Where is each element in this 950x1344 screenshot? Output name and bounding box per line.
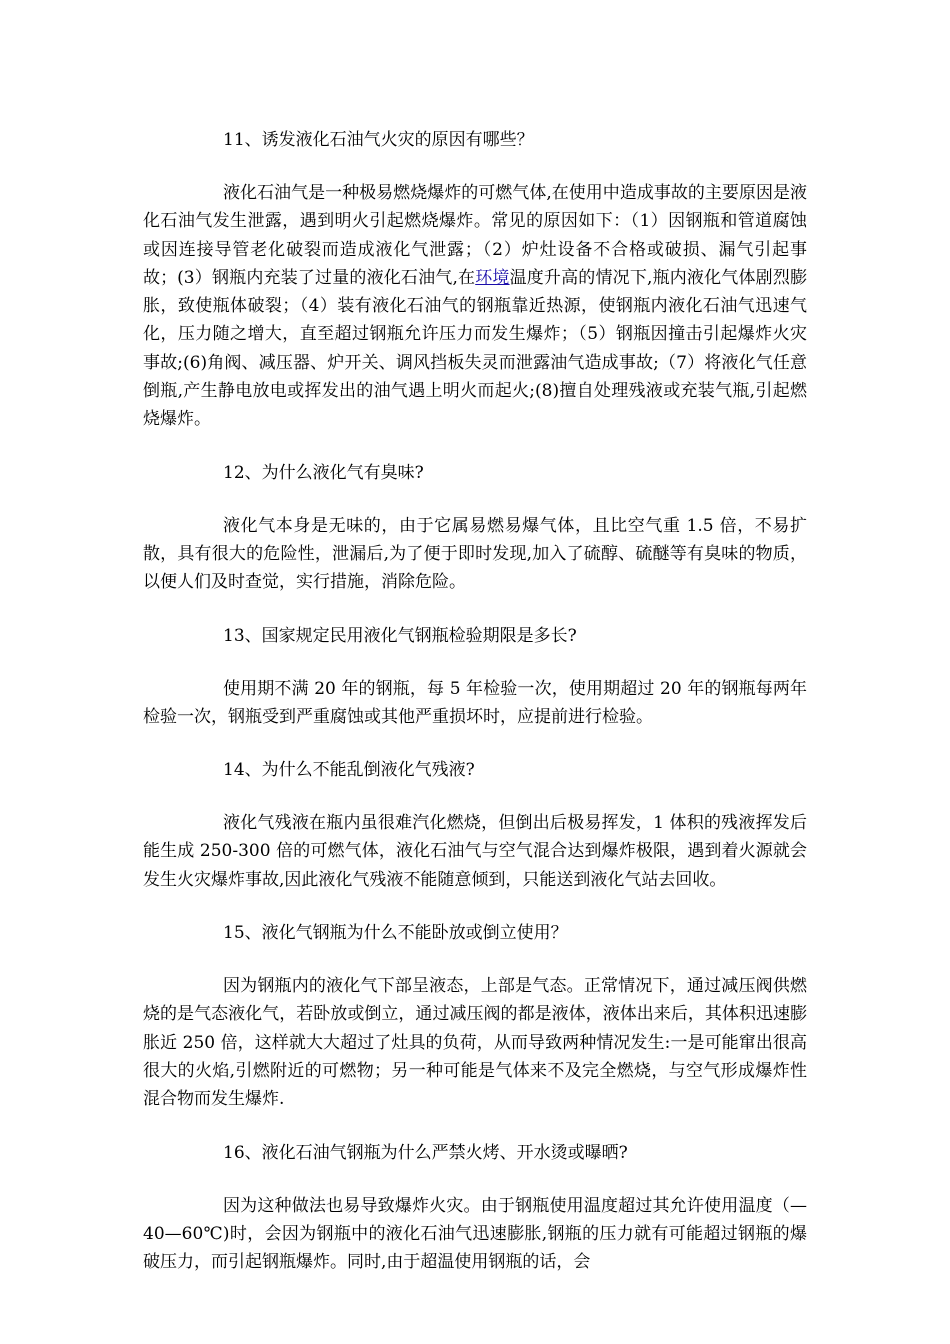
- question-16: 16、液化石油气钢瓶为什么严禁火烤、开水烫或曝晒?: [223, 1142, 628, 1163]
- answer-12: 液化气本身是无味的，由于它属易燃易爆气体，且比空气重 1.5 倍，不易扩散，具有很大的危险性，泄漏后,为了便于即时发现,加入了硫醇、硫醚等有臭味的物质，以便人们及时查觉，实行措施，消除危险。: [143, 515, 807, 593]
- answer-13: 使用期不满 20 年的钢瓶，每 5 年检验一次，使用期超过 20 年的钢瓶每两年检验一次，钢瓶受到严重腐蚀或其他严重损坏时，应提前进行检验。: [143, 678, 807, 727]
- question-13: 13、国家规定民用液化气钢瓶检验期限是多长?: [223, 625, 577, 646]
- environment-link[interactable]: 环境: [475, 267, 510, 288]
- answer-15: 因为钢瓶内的液化气下部呈液态，上部是气态。正常情况下，通过减压阀供燃烧的是气态液化气，若卧放或倒立，通过减压阀的都是液体，液体出来后，其体积迅速膨胀近 250 倍，这样就大大超过了灶具的负荷，从而导致两种情况发生:一是可能窜出很高很大的火焰,引燃附近的可燃物；另一种可能是气体来不及完全燃烧，与空气形成爆炸性混合物而发生爆炸.: [143, 976, 807, 1110]
- answer-11-part-2: 温度升高的情况下,瓶内液化气体剧烈膨胀，致使瓶体破裂；（4）装有液化石油气的钢瓶靠近热源，使钢瓶内液化石油气迅速气化，压力随之增大，直至超过钢瓶允许压力而发生爆炸；（5）钢瓶因撞击引起爆炸火灾事故;(6)角阀、减压器、炉开关、调风挡板失灵而泄露油气造成事故;（7）将液化气任意倒瓶,产生静电放电或挥发出的油气遇上明火而起火;(8)擅自处理残液或充装气瓶,引起燃烧爆炸。: [143, 267, 807, 430]
- question-11: 11、诱发液化石油气火灾的原因有哪些？: [223, 130, 534, 150]
- answer-11: [143, 179, 807, 434]
- answer-16: 因为这种做法也易导致爆炸火灾。由于钢瓶使用温度超过其允许使用温度（—40—60℃)时，会因为钢瓶中的液化石油气迅速膨胀,钢瓶的压力就有可能超过钢瓶的爆破压力，而引起钢瓶爆炸。同时,由于超温使用钢瓶的话，会: [143, 1195, 807, 1273]
- document-page: [143, 126, 807, 1301]
- answer-11-part-1: 液化石油气是一种极易燃烧爆炸的可燃气体,在使用中造成事故的主要原因是液化石油气发生泄露，遇到明火引起燃烧爆炸。常见的原因如下：（1）因钢瓶和管道腐蚀或因连接导管老化破裂而造成液化气泄露；（2）炉灶设备不合格或破损、漏气引起事故；(3）钢瓶内充装了过量的液化石油气,在: [143, 183, 807, 288]
- question-12: 12、为什么液化气有臭味?: [223, 462, 424, 483]
- question-14: 14、为什么不能乱倒液化气残液?: [223, 760, 475, 781]
- answer-14: 液化气残液在瓶内虽很难汽化燃烧，但倒出后极易挥发，1 体积的残液挥发后能生成 250-300 倍的可燃气体，液化石油气与空气混合达到爆炸极限，遇到着火源就会发生火灾爆炸事故,因此液化气残液不能随意倾到，只能送到液化气站去回收。: [143, 813, 807, 890]
- question-15: 15、液化气钢瓶为什么不能卧放或倒立使用？: [223, 923, 568, 944]
